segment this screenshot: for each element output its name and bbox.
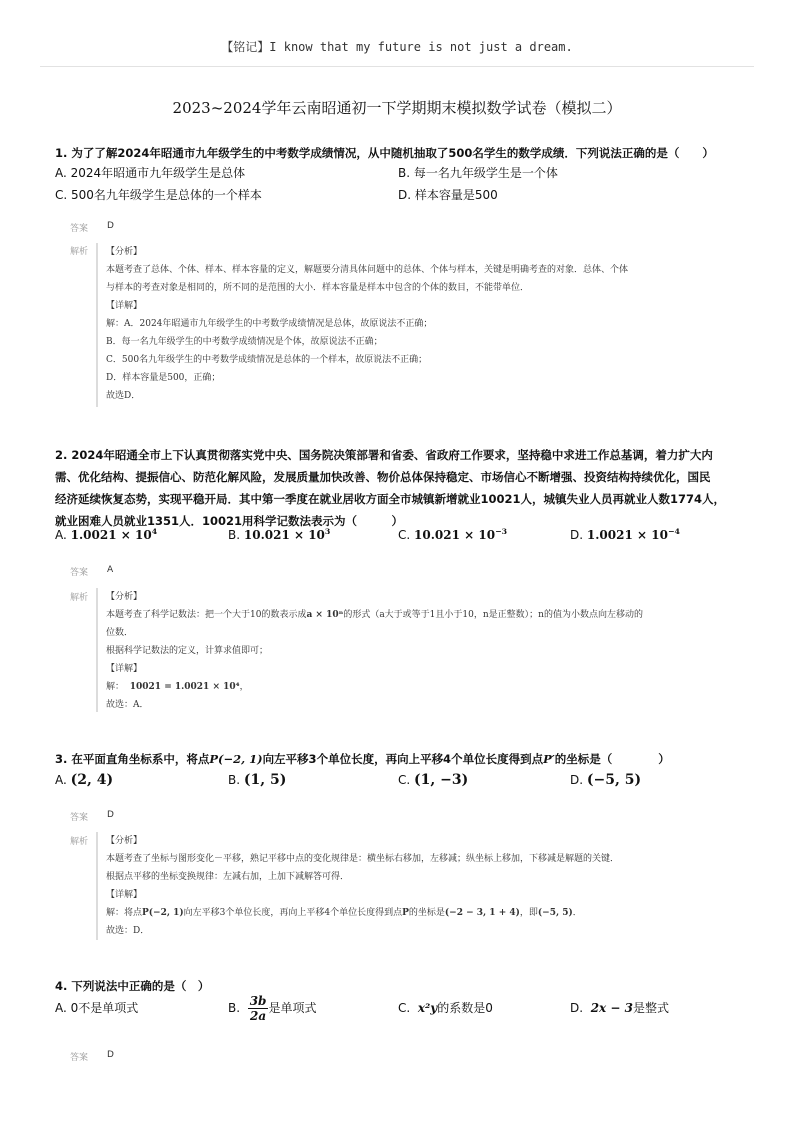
q3-exp-line: 【详解】 xyxy=(106,890,143,900)
q4-answer-value: D xyxy=(107,1050,114,1060)
q3-option-c: C. (1, −3) xyxy=(398,772,469,788)
q4-option-c: C. x²y的系数是0 xyxy=(398,1001,493,1015)
q1-exp-line: 本题考查了总体、个体、样本、样本容量的定义，解题要分清具体问题中的总体、个体与样本，关键是明确考查的对象．总体、个体 xyxy=(106,265,629,275)
q4-option-a: A. 0不是单项式 xyxy=(55,1001,139,1015)
q2-exp-line: 解： 10021 = 1.0021 × 10⁴， xyxy=(106,682,249,692)
q1-exp-line: 【分析】 xyxy=(106,247,143,257)
q2-exp-line: 【详解】 xyxy=(106,664,143,674)
question-4-text: 4. 下列说法中正确的是（ ） xyxy=(55,979,210,993)
q4-option-b: B. $\frac{3b}{2a}$ 是单项式 xyxy=(228,994,317,1023)
q2-exp-line: 位数． xyxy=(106,628,134,638)
q4-option-d: D. 2x − 3是整式 xyxy=(570,1001,669,1015)
q1-explanation xyxy=(106,243,628,405)
q3-explanation xyxy=(106,832,619,940)
q1-option-a: A. 2024年昭通市九年级学生是总体 xyxy=(55,166,246,180)
q2-explanation xyxy=(106,588,643,714)
q2-option-c: C. $10.021 \times 10^{-3}$ xyxy=(398,527,508,542)
question-2-text xyxy=(55,444,725,532)
q1-exp-line: D．样本容量是500，正确； xyxy=(106,373,221,383)
q2-answer-label: 答案 xyxy=(70,568,89,578)
q1-exp-line: C．500名九年级学生的中考数学成绩情况是总体的一个样本，故原说法不正确； xyxy=(106,355,428,365)
q2-option-b: B. $10.021 \times 10^3$ xyxy=(228,527,331,542)
q3-analysis-label: 解析 xyxy=(70,837,89,847)
q1-answer-value: D xyxy=(107,221,114,231)
q1-option-b: B. 每一名九年级学生是一个体 xyxy=(398,166,558,180)
header-divider xyxy=(40,66,754,67)
q1-analysis-bar xyxy=(96,243,98,407)
q2-exp-line: 本题考查了科学记数法：把一个大于10的数表示成a × 10ⁿ的形式（a大于或等于1且小于10，n是正整数）；n的值为小数点向左移动的 xyxy=(106,610,643,620)
q2-exp-line: 根据科学记数法的定义，计算求值即可； xyxy=(106,646,269,656)
exam-title: 2023~2024学年云南昭通初一下学期期末模拟数学试卷（模拟二） xyxy=(172,99,622,117)
q3-option-a: A. (2, 4) xyxy=(55,772,114,788)
q1-exp-line: 故选D． xyxy=(106,391,141,401)
q3-option-b: B. (1, 5) xyxy=(228,772,287,788)
q3-exp-line: 【分析】 xyxy=(106,836,143,846)
fraction-3b-over-2a: $\frac{3b}{2a}$ xyxy=(249,994,267,1023)
q2-exp-line: 【分析】 xyxy=(106,592,143,602)
q3-analysis-bar xyxy=(96,832,98,940)
q3-exp-line: 故选：D． xyxy=(106,926,150,936)
q3-answer-value: D xyxy=(107,810,114,820)
question-1-text: 1. 为了了解2024年昭通市九年级学生的中考数学成绩情况，从中随机抽取了500名学生的数学成绩．下列说法正确的是（ ） xyxy=(55,146,714,160)
q2-analysis-label: 解析 xyxy=(70,593,89,603)
q1-exp-line: 与样本的考查对象是相同的，所不同的是范围的大小．样本容量是样本中包含的个体的数目，不能带单位． xyxy=(106,283,530,293)
q1-exp-line: 解：A．2024年昭通市九年级学生的中考数学成绩情况是总体，故原说法不正确； xyxy=(106,319,433,329)
q3-exp-line: 根据点平移的坐标变换规律：左减右加，上加下减解答可得． xyxy=(106,872,350,882)
q2-exp-line: 故选：A． xyxy=(106,700,149,710)
q3-exp-line: 解：将点P(−2, 1)向左平移3个单位长度，再向上平移4个单位长度得到点P的坐标是(−2 − 3, 1 + 4)，即(−5, 5)． xyxy=(106,908,582,918)
q1-option-d: D. 样本容量是500 xyxy=(398,188,498,202)
q2-option-a: A. $1.0021 \times 10^4$ xyxy=(55,527,158,542)
q2-line: 经济延续恢复态势，实现平稳开局．其中第一季度在就业居收方面全市城镇新增就业10021人，城镇失业人员再就业人数1774人， xyxy=(55,492,726,506)
q1-exp-line: B．每一名九年级学生的中考数学成绩情况是个体，故原说法不正确； xyxy=(106,337,383,347)
q2-answer-value: A xyxy=(107,565,114,575)
q1-answer-label: 答案 xyxy=(70,224,89,234)
q2-analysis-bar xyxy=(96,588,98,712)
q4-answer-label: 答案 xyxy=(70,1053,89,1063)
q2-line: 需、优化结构、提振信心、防范化解风险，发展质量加快改善、物价总体保持稳定、市场信心不断增强、投资结构持续优化，国民 xyxy=(55,470,711,484)
q3-answer-label: 答案 xyxy=(70,813,89,823)
q2-line: 2. 2024年昭通全市上下认真贯彻落实党中央、国务院决策部署和省委、省政府工作要求，坚持稳中求进工作总基调，着力扩大内 xyxy=(55,448,713,462)
q1-option-c: C. 500名九年级学生是总体的一个样本 xyxy=(55,188,262,202)
q1-exp-line: 【详解】 xyxy=(106,301,143,311)
question-3-text: 3. 在平面直角坐标系中，将点P(−2, 1)向左平移3个单位长度，再向上平移4个单位长度得到点P′的坐标是（ ） xyxy=(55,752,670,766)
page-header-motto: 【铭记】I know that my future is not just a dream. xyxy=(221,40,573,54)
q2-option-d: D. $1.0021 \times 10^{-4}$ xyxy=(570,527,680,542)
q2-line: 就业困难人员就业1351人．10021用科学记数法表示为（ ） xyxy=(55,514,404,528)
q3-exp-line: 本题考查了坐标与图形变化－平移，熟记平移中点的变化规律是：横坐标右移加，左移减；纵坐标上移加，下移减是解题的关键． xyxy=(106,854,620,864)
q1-analysis-label: 解析 xyxy=(70,247,89,257)
q3-option-d: D. (−5, 5) xyxy=(570,772,642,788)
